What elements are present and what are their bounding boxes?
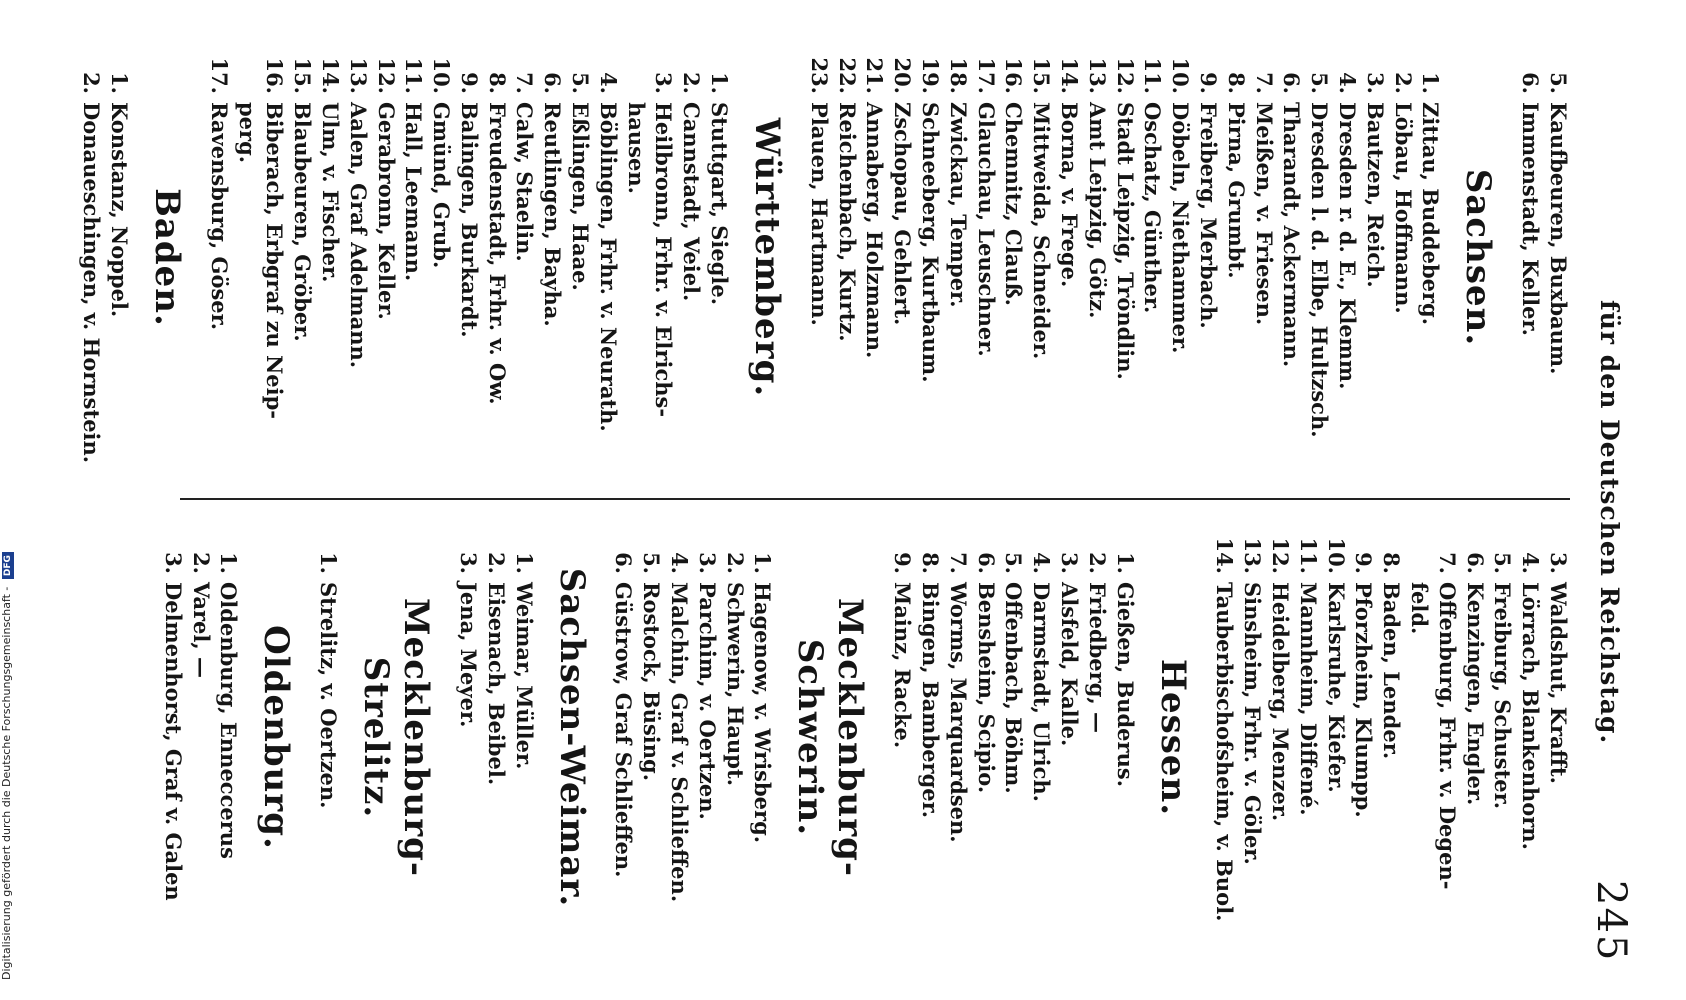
section-heading: Mecklenburg-Schwerin. [790,597,871,878]
item-text: Eisenach, Beibel. [483,582,509,786]
item-number: 13. [345,57,371,94]
item-text: Mannheim, Diffené. [1295,582,1321,816]
item-text: Döbeln, Niethammer. [1168,102,1194,354]
digitization-credit [0,552,14,980]
list-item [1294,530,1322,945]
item-number: 4. [1029,552,1055,574]
item-number: 7. [945,552,971,574]
item-number: 6. [611,552,637,574]
list-item [665,530,693,945]
list-item [1000,50,1028,465]
item-number: 3. [1362,72,1388,94]
credit-text: Digitalisierung gefördert durch die Deutsche Forschungsgemeinschaft - [0,586,13,980]
item-text: Chemnitz, Clauß. [1001,102,1027,306]
item-text: Eßlingen, Haae. [568,102,594,291]
list-item [944,50,972,465]
list-item [372,50,400,465]
item-number: 2. [1390,72,1416,94]
item-text: Glauchau, Leuschner. [973,102,999,357]
item-number: 16. [262,57,288,94]
item-text: Gmünd, Grub. [429,102,455,269]
item-text: Meißen, v. Friesen. [1251,102,1277,326]
item-text: Karlsruhe, Kiefer. [1323,582,1349,793]
list-item [833,50,861,465]
list-item [1305,50,1333,465]
section-heading: Hessen. [1152,658,1193,817]
right-column [159,530,1572,945]
item-number: 11. [401,57,427,94]
item-text: Hall, Leemann. [401,102,427,282]
list-item [1417,50,1445,465]
item-number: 1. [750,552,776,574]
item-text: Tauberbischofsheim, v. Buol. [1212,582,1238,922]
item-text: Reichenbach, Kurtz. [834,102,860,342]
item-number: 6. [540,72,566,94]
item-number: 1. [106,72,132,94]
item-number: 10. [429,57,455,94]
item-text: Donaueschingen, v. Hornstein. [79,102,105,464]
item-number: 6. [973,552,999,574]
list-item [1361,50,1389,465]
item-number: 8. [918,552,944,574]
section-heading: Mecklenburg-Strelitz. [356,597,437,878]
list-item [1489,530,1517,945]
list-item [1544,530,1572,945]
list-item [944,530,972,945]
page-number: 245 [1588,880,1634,963]
item-number: 1. [1112,552,1138,574]
item-text: Freudenstadt, Frhr. v. Ow. [484,102,510,405]
list-item [1055,50,1083,465]
item-text: Kenzingen, Engler. [1462,582,1488,806]
item-number: 4. [1518,552,1544,574]
item-number: 12. [1268,537,1294,574]
item-number: 6. [1518,72,1544,94]
item-number: 8. [1379,552,1405,574]
list-item [972,530,1000,945]
list-item [610,530,638,945]
list-item [1166,50,1194,465]
item-number: 14. [317,57,343,94]
list-item [1083,530,1111,945]
item-text: Heilbronn, Frhr. v. Elrichs- [651,102,677,418]
item-number: 7. [512,72,538,94]
item-text: Tharandt, Ackermann. [1279,102,1305,368]
item-number: 8. [1223,72,1249,94]
item-text: Baden, Lender. [1379,582,1405,760]
page-header [1578,40,1634,963]
item-number: 19. [918,57,944,94]
item-number: 16. [1001,57,1027,94]
list-item [705,50,733,465]
item-number: 14. [1212,537,1238,574]
item-text: Pforzheim, Klumpp. [1351,582,1377,818]
item-text: Alsfeld, Kalle. [1057,582,1083,747]
item-number: 4. [595,72,621,94]
list-item [1322,530,1350,945]
list-item [1083,50,1111,465]
item-text: Pirna, Grumbt. [1223,102,1249,279]
list-item-continuation [622,50,650,465]
item-number: 5. [639,552,665,574]
item-number: 3. [1546,552,1571,574]
list-item [1544,50,1572,465]
item-text: Hagenow, v. Wrisberg. [750,582,776,844]
item-number: 3. [651,72,677,94]
item-text: Ulm, v. Fischer. [317,102,343,283]
item-text: Aalen, Graf Adelmann. [345,102,371,369]
item-number: 18. [945,57,971,94]
item-number: 1. [316,552,342,574]
item-number: 13. [1084,57,1110,94]
item-text: Delmenhorst, Graf v. Galen [160,582,186,901]
list-item [1238,530,1266,945]
item-text: Gießen, Buderus. [1112,582,1138,788]
item-text: Darmstadt, Ulrich. [1029,582,1055,802]
item-number: 6. [1462,552,1488,574]
item-number: 8. [484,72,510,94]
item-number: 2. [188,552,214,574]
item-text: Lörrach, Blankenhorn. [1518,582,1544,850]
list-item [215,530,243,945]
list-item [637,530,665,945]
list-item [205,50,233,465]
item-number: 15. [1029,57,1055,94]
list-item [1350,530,1378,945]
item-text: Weimar, Müller. [511,582,537,770]
list-item [1333,50,1361,465]
item-text: Malchin, Graf v. Schlieffen. [667,582,693,903]
item-text: Schwerin, Haupt. [722,582,748,787]
item-text: Dresden l. d. Elbe, Hultzsch. [1307,102,1333,438]
list-item [1516,530,1544,945]
item-number: 11. [1295,537,1321,574]
item-number: 10. [1168,57,1194,94]
list-item [1433,530,1461,945]
item-text: Jena, Meyer. [456,582,482,728]
item-text: perg. [234,102,260,164]
list-item [594,50,622,465]
item-number: 1. [1418,72,1444,94]
item-number: 14. [1057,57,1083,94]
list-item [916,50,944,465]
item-number: 1. [707,72,733,94]
item-number: 5. [568,72,594,94]
list-item [511,50,539,465]
item-text: feld. [1407,582,1433,635]
item-text: Sinsheim, Frhr. v. Göler. [1240,582,1266,865]
item-number: 3. [160,552,186,574]
item-text: Strelitz, v. Oertzen. [316,582,342,809]
list-item [1194,50,1222,465]
list-item [1027,50,1055,465]
section-heading: Baden. [146,188,187,327]
item-number: 10. [1323,537,1349,574]
list-item [1278,50,1306,465]
item-text: Mainz, Racke. [890,582,916,749]
item-text: Cannstadt, Veiel. [679,102,705,302]
rotated-page-scan [79,40,1634,963]
list-item [510,530,538,945]
list-item-continuation [233,50,261,465]
item-number: 2. [483,552,509,574]
item-number: 3. [1057,552,1083,574]
item-text: Zwickau, Temper. [945,102,971,308]
list-item [1516,50,1544,465]
item-number: 20. [890,57,916,94]
list-item [805,50,833,465]
item-text: Stadt Leipzig, Tröndlin. [1112,102,1138,380]
item-text: Stuttgart, Siegle. [707,102,733,306]
list-item [972,50,1000,465]
item-text: Friedberg, — [1084,582,1110,734]
item-text: Blaubeuren, Gröber. [290,102,316,342]
item-text: Zittau, Buddeberg. [1418,102,1444,326]
item-number: 9. [890,552,916,574]
item-number: 2. [722,552,748,574]
column-divider [180,498,1570,500]
item-number: 1. [511,552,537,574]
item-number: 6. [1279,72,1305,94]
item-text: Rostock, Büsing. [639,582,665,782]
item-number: 4. [1335,72,1361,94]
item-text: Löbau, Hoffmann. [1390,102,1416,314]
list-item [888,530,916,945]
list-item [1139,50,1167,465]
list-item [483,50,511,465]
dfg-logo: DFG [2,552,14,579]
item-number: 1. [216,552,242,574]
item-number: 7. [1251,72,1277,94]
item-text: Bautzen, Reich. [1362,102,1388,288]
list-item [1111,530,1139,945]
list-item [159,530,187,945]
item-text: Mittweida, Schneider. [1029,102,1055,360]
list-item [861,50,889,465]
list-item [427,50,455,465]
item-number: 4. [667,552,693,574]
item-text: Oldenburg, Enneccerus [216,582,242,859]
item-text: Güstrow, Graf Schlieffen. [611,582,637,878]
list-item [288,50,316,465]
item-text: Balingen, Burkardt. [456,102,482,338]
list-item [344,50,372,465]
list-item [261,50,289,465]
list-item [1461,530,1489,945]
item-text: Biberach, Erbgraf zu Neip- [262,102,288,420]
list-item [1389,50,1417,465]
item-number: 7. [1434,552,1460,574]
item-number: 22. [834,57,860,94]
item-number: 23. [806,57,832,94]
list-item [1111,50,1139,465]
item-text: Gerabronn, Keller. [373,102,399,320]
item-number: 2. [1084,552,1110,574]
item-number: 5. [1490,552,1516,574]
list-item [1266,530,1294,945]
left-column [77,50,1572,465]
item-number: 17. [973,57,999,94]
list-item [539,50,567,465]
item-text: Plauen, Hartmann. [806,102,832,326]
list-item [677,50,705,465]
item-number: 3. [694,552,720,574]
list-item [315,530,343,945]
item-text: Offenburg, Frhr. v. Degen- [1434,582,1460,890]
item-text: Freiburg, Schuster. [1490,582,1516,810]
item-number: 9. [456,72,482,94]
item-text: Oschatz, Günther. [1140,102,1166,314]
list-item [749,530,777,945]
item-text: Ravensburg, Göser. [206,102,232,331]
item-number: 21. [862,57,888,94]
item-text: Heidelberg, Menzer. [1268,582,1294,822]
item-text: Worms, Marquardsen. [945,582,971,843]
item-number: 5. [1001,552,1027,574]
section-heading: Württemberg. [747,117,788,398]
item-number: 5. [1307,72,1333,94]
item-text: Calw, Staelin. [512,102,538,262]
item-text: Freiberg, Merbach. [1196,102,1222,329]
list-item [916,530,944,945]
item-text: Dresden r. d. E., Klemm. [1335,102,1361,390]
list-item [650,50,678,465]
item-text: Bensheim, Scipio. [973,582,999,794]
item-number: 3. [456,552,482,574]
list-item [1055,530,1083,945]
list-item [721,530,749,945]
list-item-continuation [1405,530,1433,945]
list-item [888,50,916,465]
item-text: hausen. [623,102,649,194]
list-item [1250,50,1278,465]
item-text: Parchim, v. Oertzen. [694,582,720,820]
item-text: Schneeberg, Kurtbaum. [918,102,944,383]
item-number: 2. [679,72,705,94]
item-text: Amt Leipzig, Götz. [1084,102,1110,319]
list-item [400,50,428,465]
list-item [187,530,215,945]
item-number: 15. [290,57,316,94]
item-text: Offenbach, Böhm. [1001,582,1027,794]
list-item [693,530,721,945]
section-heading: Sachsen. [1458,168,1499,347]
item-text: Zschopau, Gehlert. [890,102,916,326]
item-number: 12. [373,57,399,94]
item-number: 2. [79,72,105,94]
list-item [454,530,482,945]
list-item [316,50,344,465]
list-item [1222,50,1250,465]
item-number: 17. [206,57,232,94]
section-heading: Sachsen-Weimar. [551,567,592,908]
list-item [1027,530,1055,945]
list-item [1377,530,1405,945]
item-number: 9. [1196,72,1222,94]
section-heading: Oldenburg. [256,625,297,850]
list-item [1211,530,1239,945]
page-title: für den Deutschen Reichstag. [1595,300,1624,745]
item-text: Kaufbeuren, Buxbaum. [1546,102,1571,375]
item-text: Bingen, Bamberger. [918,582,944,819]
item-number: 11. [1140,57,1166,94]
list-item [482,530,510,945]
item-text: Immenstadt, Keller. [1518,102,1544,336]
item-number: 13. [1240,537,1266,574]
list-item [566,50,594,465]
list-item [455,50,483,465]
item-number: 5. [1546,72,1571,94]
item-text: Varel, — [188,582,214,678]
item-text: Reutlingen, Bayha. [540,102,566,327]
list-item [77,50,105,465]
item-text: Annaberg, Holzmann. [862,102,888,359]
item-number: 9. [1351,552,1377,574]
item-text: Konstanz, Noppel. [106,102,132,318]
list-item [1000,530,1028,945]
item-text: Böblingen, Frhr. v. Neurath. [595,102,621,432]
item-number: 12. [1112,57,1138,94]
item-text: Borna, v. Frege. [1057,102,1083,288]
item-text: Waldshut, Krafft. [1546,582,1571,784]
list-item [105,50,133,465]
